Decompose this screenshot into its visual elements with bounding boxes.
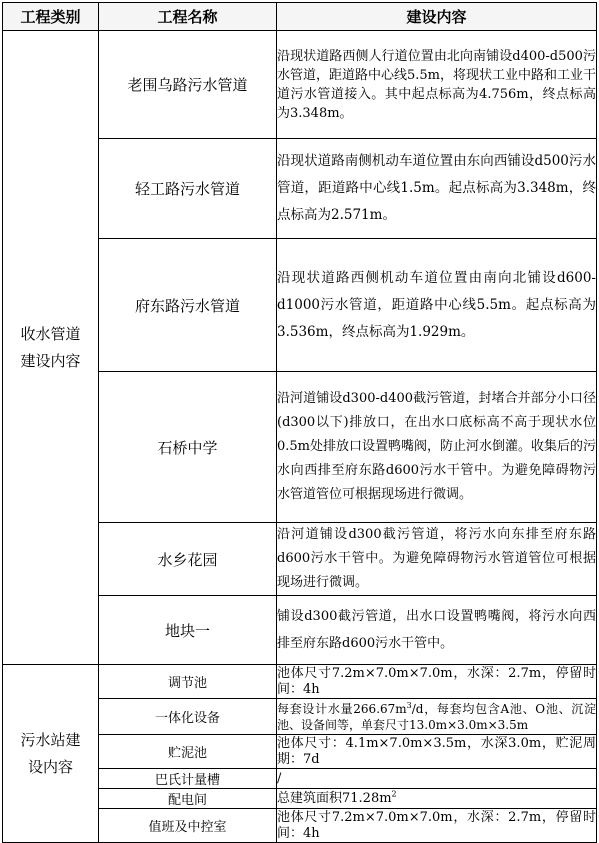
project-content	[277, 699, 597, 735]
header-project-name: 工程名称	[99, 3, 277, 31]
table-row	[3, 665, 597, 699]
category-line: 设内容	[27, 757, 73, 776]
project-name: 石桥中学	[99, 372, 277, 523]
header-row	[3, 3, 597, 31]
project-name: 轻工路污水管道	[99, 139, 277, 239]
header-content: 建设内容	[277, 3, 597, 31]
content-text: 每套设计水量266.67m	[277, 701, 407, 716]
project-content: /	[277, 769, 597, 789]
project-content	[277, 789, 597, 809]
project-content: 池体尺寸7.2m×7.0m×7.0m，水深：2.7m，停留时间：4h	[277, 665, 596, 697]
category-cell	[3, 665, 99, 843]
project-content: 铺设d300截污管道，出水口设置鸭嘴阀，将污水向西排至府东路d600污水干管中。	[277, 596, 597, 665]
project-name: 地块一	[99, 596, 277, 665]
project-name: 巴氏计量槽	[99, 769, 277, 789]
project-name: 老围乌路污水管道	[99, 31, 277, 139]
project-content: 沿河道铺设d300截污管道，将污水向东排至府东路d600污水干管中。为避免障碍物污水管道管位可根据现场进行微调。	[277, 523, 597, 596]
header-category: 工程类别	[3, 3, 99, 31]
project-content: 池体尺寸：4.1m×7.0m×3.5m，水深3.0m，贮泥周期：7d	[277, 735, 596, 767]
project-content: 沿现状道路西侧人行道位置由北向南铺设d400-d500污水管道，距道路中心线5.5m，将现状工业中路和工业干道污水管道接入。其中起点标高为4.756m，终点标高为3.348m。	[277, 31, 597, 139]
project-name: 水乡花园	[99, 523, 277, 596]
project-name: 配电间	[99, 789, 277, 809]
project-content: 沿河道铺设d300-d400截污管道，封堵合并部分小口径(d300以下)排放口，在出水口底标高不高于现状水位0.5m处排放口设置鸭嘴阀，防止河水倒灌。收集后的污水向西排至府东路d600污水干管中。为避免障碍物污水管道管位可根据现场进行微调。	[277, 372, 597, 523]
content-text: 总建筑面积71.28m	[277, 791, 392, 806]
superscript: 2	[391, 789, 397, 799]
category-line: 收水管道	[20, 324, 81, 343]
superscript: 3	[406, 700, 412, 710]
project-content: 沿现状道路南侧机动车道位置由东向西铺设d500污水管道，距道路中心线1.5m。起点标高为3.348m，终点标高为2.571m。	[277, 139, 597, 239]
construction-content-table	[2, 2, 597, 843]
content-text: /d，每套均包含A池、O池、沉淀池、设备间等，单套尺寸13.0m×3.0m×3.5m	[277, 701, 597, 732]
project-content: 池体尺寸7.2m×7.0m×7.0m，水深：2.7m，停留时间：4h	[277, 809, 596, 841]
category-line: 污水站建	[20, 730, 81, 749]
project-name: 一体化设备	[99, 699, 277, 735]
project-name: 值班及中控室	[99, 809, 277, 843]
project-name: 贮泥池	[99, 735, 277, 769]
table-row	[3, 31, 597, 139]
category-line: 建设内容	[20, 351, 81, 370]
project-name: 府东路污水管道	[99, 239, 277, 372]
project-content: 沿现状道路西侧机动车道位置由南向北铺设d600-d1000污水管道，距道路中心线5.5m。起点标高为3.536m，终点标高为1.929m。	[277, 239, 597, 372]
category-cell	[3, 31, 99, 665]
project-name: 调节池	[99, 665, 277, 699]
